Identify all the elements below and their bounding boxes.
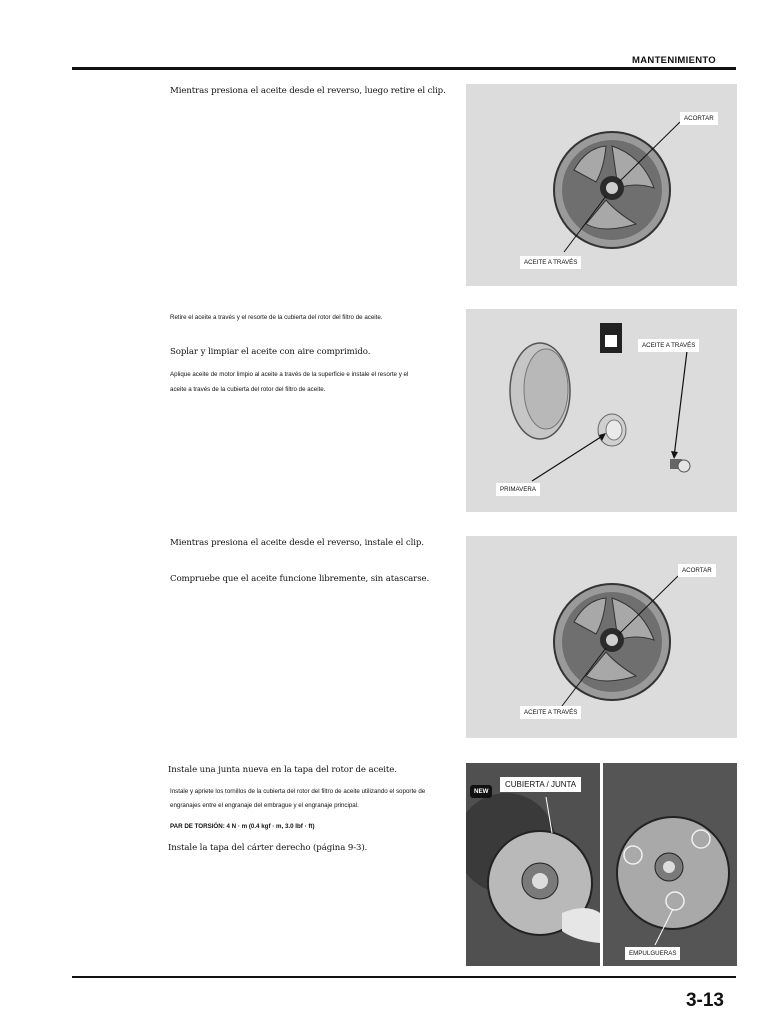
engine-photo-right bbox=[603, 763, 737, 966]
new-part-badge: NEW bbox=[470, 785, 492, 798]
label-aceite-traves: ACEITE A TRAVÉS bbox=[520, 256, 581, 269]
label-acortar: ACORTAR bbox=[680, 112, 718, 125]
step-check-free: Compruebe que el aceite funcione libremente, sin atascarse. bbox=[170, 574, 430, 584]
label-cubierta-junta: CUBIERTA / JUNTA bbox=[500, 777, 581, 792]
step-blow-clean: Soplar y limpiar el aceite con aire comprimido. bbox=[170, 347, 371, 357]
step-apply-oil-2: aceite a través de la cubierta del rotor del filtro de aceite. bbox=[170, 386, 326, 393]
header-rule bbox=[72, 67, 736, 70]
step-install-clip: Mientras presiona el aceite desde el reverso, instale el clip. bbox=[170, 538, 424, 548]
step-remove-clip: Mientras presiona el aceite desde el reverso, luego retire el clip. bbox=[170, 86, 446, 96]
label-aceite-traves: ACEITE A TRAVÉS bbox=[520, 706, 581, 719]
page-number: 3-13 bbox=[685, 990, 724, 1011]
figure-tool-photo bbox=[603, 763, 737, 966]
section-title: MANTENIMIENTO bbox=[632, 55, 716, 66]
footer-rule bbox=[72, 976, 736, 978]
label-primavera: PRIMAVERA bbox=[496, 483, 540, 496]
label-empulgueras: EMPULGUERAS bbox=[625, 947, 680, 960]
torque-spec: PAR DE TORSIÓN: 4 N · m (0.4 kgf · m, 3.0 lbf · ft) bbox=[170, 823, 315, 830]
figure-rotor-clip-remove bbox=[466, 84, 737, 286]
step-new-gasket: Instale una junta nueva en la tapa del rotor de aceite. bbox=[168, 765, 397, 775]
step-apply-oil-1: Aplique aceite de motor limpio al aceite a través de la superficie e instale el resorte y el bbox=[170, 371, 409, 378]
label-acortar: ACORTAR bbox=[678, 564, 716, 577]
step-remove-spring: Retire el aceite a través y el resorte de la cubierta del rotor del filtro de aceite. bbox=[170, 314, 383, 321]
figure-cover-gasket-photo bbox=[466, 763, 600, 966]
figure-rotor-clip-install bbox=[466, 536, 737, 738]
label-aceite-traves: ACEITE A TRAVÉS bbox=[638, 339, 699, 352]
step-tighten-bolts-2: engranajes entre el engranaje del embrague y el engranaje principal. bbox=[170, 802, 359, 809]
step-tighten-bolts-1: Instale y apriete los tornillos de la cubierta del rotor del filtro de aceite utilizando el soporte de bbox=[170, 788, 426, 795]
step-install-cover: Instale la tapa del cárter derecho (página 9-3). bbox=[168, 843, 368, 853]
figure-spring-and-oil-through bbox=[466, 309, 737, 512]
